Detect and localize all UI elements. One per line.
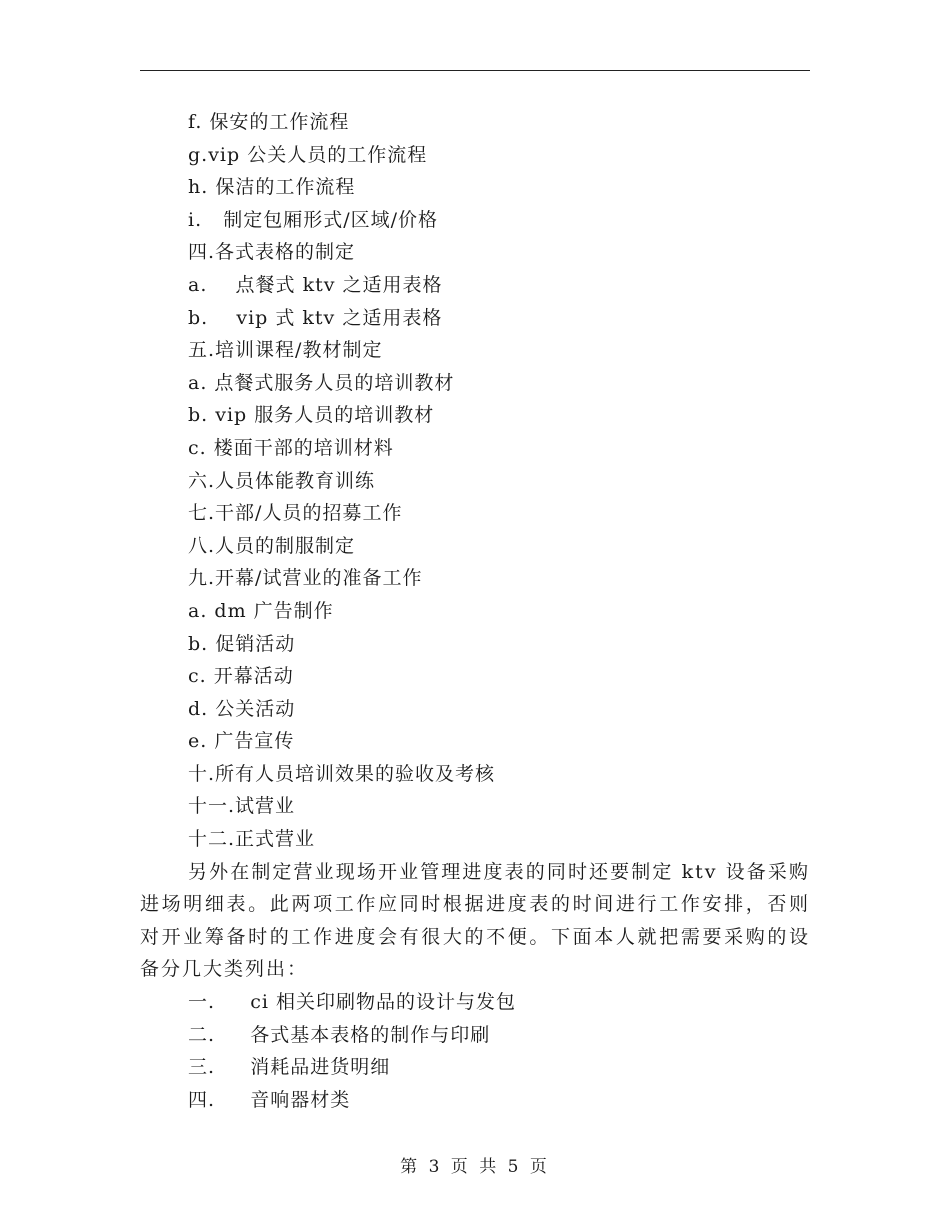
- list-item: 三. 消耗品进货明细: [188, 1056, 391, 1079]
- list-item: e. 广告宣传: [188, 730, 295, 753]
- section-heading: 十.所有人员培训效果的验收及考核: [188, 762, 496, 785]
- page-number-footer: 第 3 页 共 5 页: [400, 1157, 550, 1177]
- section-heading: 六.人员体能教育训练: [188, 469, 376, 492]
- list-item: b. 促销活动: [188, 632, 296, 655]
- section-heading: 四.各式表格的制定: [188, 241, 356, 264]
- section-heading: 九.开幕/试营业的准备工作: [188, 567, 423, 590]
- list-item: d. 公关活动: [188, 697, 296, 720]
- list-item: i. 制定包厢形式/区域/价格: [188, 208, 439, 231]
- list-item: 一. ci 相关印刷物品的设计与发包: [188, 991, 516, 1014]
- list-item: c. 楼面干部的培训材料: [188, 436, 394, 459]
- body-paragraph: 另外在制定营业现场开业管理进度表的同时还要制定 ktv 设备采购进场明细表。此两项工作应同时根据进度表的时间进行工作安排，否则对开业筹备时的工作进度会有很大的不便。下面本人就把需要采购的设备分几大类列出：: [140, 860, 810, 981]
- section-heading: 十二.正式营业: [188, 828, 316, 851]
- list-item: h. 保洁的工作流程: [188, 176, 356, 199]
- page-content: [140, 106, 810, 1116]
- list-item: b. vip 服务人员的培训教材: [188, 404, 435, 427]
- list-item: f. 保安的工作流程: [188, 111, 350, 133]
- list-item: a. dm 广告制作: [188, 599, 334, 622]
- list-item: b. vip 式 ktv 之适用表格: [188, 306, 443, 329]
- list-item: g.vip 公关人员的工作流程: [188, 143, 428, 166]
- list-item: a. 点餐式 ktv 之适用表格: [188, 273, 443, 296]
- section-heading: 七.干部/人员的招募工作: [188, 502, 403, 525]
- section-heading: 五.培训课程/教材制定: [188, 339, 383, 362]
- list-item: 四. 音响器材类: [188, 1088, 351, 1111]
- list-item: 二. 各式基本表格的制作与印刷: [188, 1023, 491, 1046]
- list-item: a. 点餐式服务人员的培训教材: [188, 371, 455, 394]
- section-heading: 十一.试营业: [188, 795, 296, 818]
- list-item: c. 开幕活动: [188, 665, 294, 688]
- header-rule: [140, 70, 810, 71]
- section-heading: 八.人员的制服制定: [188, 534, 356, 557]
